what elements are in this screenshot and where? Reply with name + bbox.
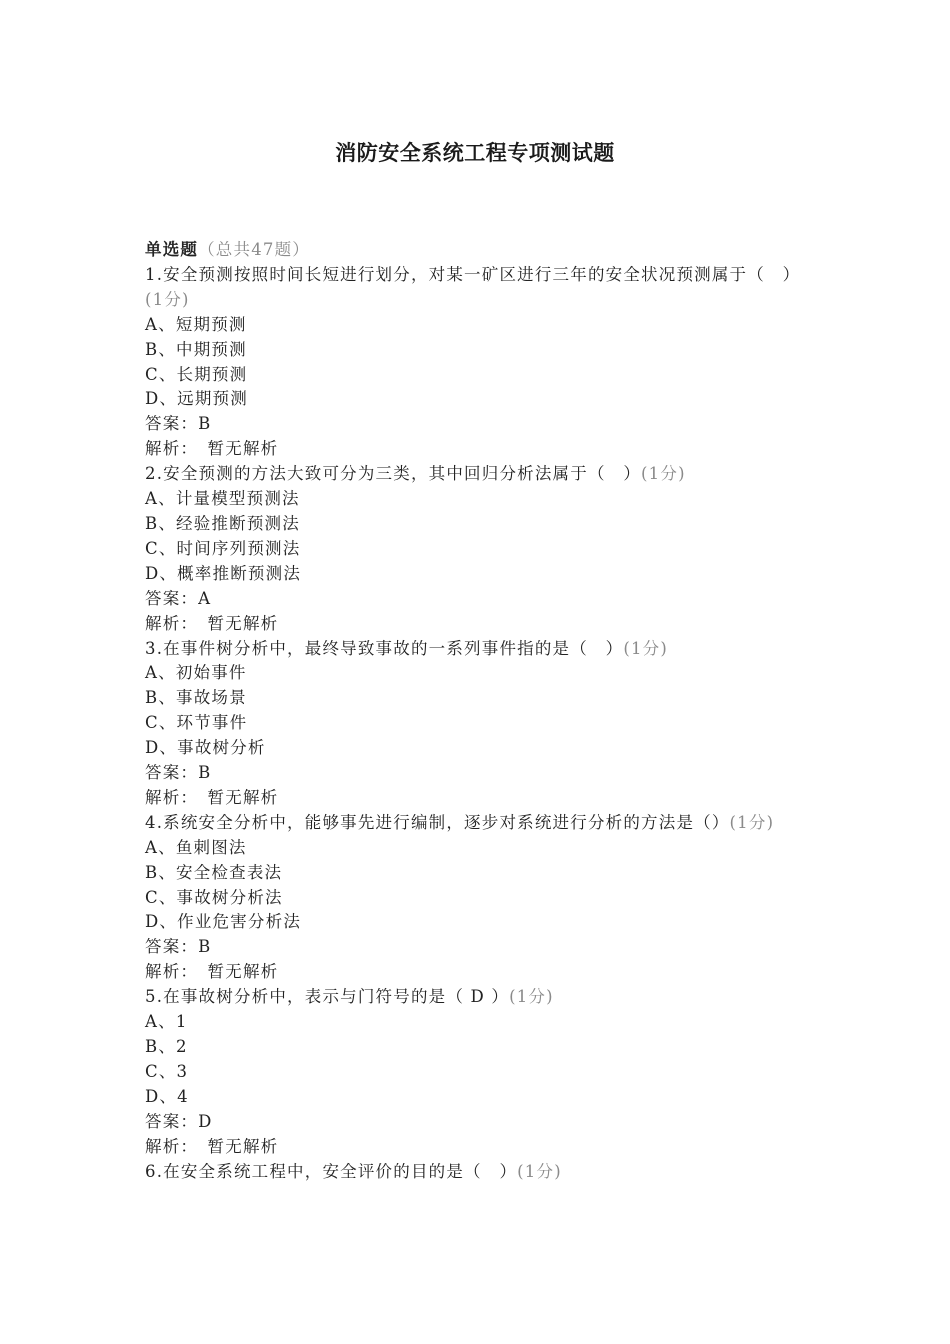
option-item: D、4 — [145, 1086, 189, 1106]
answer-line: 答案：B — [145, 937, 212, 957]
question-stem — [145, 637, 800, 662]
option-item: A、初始事件 — [145, 663, 247, 683]
question-text: 2.安全预测的方法大致可分为三类，其中回归分析法属于（ ） — [145, 464, 642, 484]
option-item: C、3 — [145, 1061, 189, 1081]
option-item: D、作业危害分析法 — [145, 912, 302, 932]
analysis-line: 解析： 暂无解析 — [145, 613, 279, 633]
question-score: (1分) — [509, 987, 554, 1007]
option-item: C、时间序列预测法 — [145, 538, 301, 558]
question-score: (1分) — [517, 1161, 562, 1181]
option-item: C、长期预测 — [145, 364, 248, 384]
analysis-line: 解析： 暂无解析 — [145, 1136, 279, 1156]
section-heading — [145, 238, 805, 263]
answer-line: 答案：B — [145, 763, 212, 783]
question-stem — [145, 462, 800, 487]
question-stem — [145, 985, 800, 1010]
answer-line: 答案：A — [145, 588, 212, 608]
option-item: A、短期预测 — [145, 314, 247, 334]
option-item: B、2 — [145, 1037, 188, 1056]
question-score: (1分) — [729, 812, 775, 832]
option-item: B、安全检查表法 — [145, 862, 283, 882]
analysis-line: 解析： 暂无解析 — [145, 962, 279, 982]
question-text: 5.在事故树分析中，表示与门符号的是（ D ） — [145, 987, 510, 1007]
option-item: A、1 — [145, 1012, 188, 1032]
option-item: C、环节事件 — [145, 713, 248, 733]
answer-line: 答案：B — [145, 414, 212, 434]
option-item: C、事故树分析法 — [145, 887, 283, 907]
question-item — [145, 811, 805, 985]
option-item: B、经验推断预测法 — [145, 513, 300, 533]
question-list — [145, 238, 805, 1184]
section-count: （总共47题） — [198, 240, 311, 259]
option-item: D、概率推断预测法 — [145, 563, 302, 583]
question-stem — [145, 263, 800, 313]
option-item: B、中期预测 — [145, 339, 247, 359]
section-label: 单选题 — [145, 240, 199, 259]
analysis-line: 解析： 暂无解析 — [145, 787, 279, 807]
analysis-line: 解析： 暂无解析 — [145, 439, 279, 459]
question-item — [145, 263, 805, 462]
option-item: D、事故树分析 — [145, 738, 266, 758]
option-item: B、事故场景 — [145, 688, 247, 708]
question-score: (1分) — [145, 289, 190, 309]
page-title: 消防安全系统工程专项测试题 — [335, 140, 615, 165]
option-item: A、计量模型预测法 — [145, 489, 300, 509]
question-item — [145, 1160, 805, 1185]
question-score: (1分) — [641, 464, 686, 484]
question-text: 6.在安全系统工程中，安全评价的目的是（ ） — [145, 1161, 518, 1181]
question-text: 4.系统安全分析中，能够事先进行编制，逐步对系统进行分析的方法是（） — [145, 812, 730, 832]
question-text: 1.安全预测按照时间长短进行划分，对某一矿区进行三年的安全状况预测属于（ ） — [145, 264, 801, 284]
questions-container — [145, 263, 805, 1185]
question-stem — [145, 811, 800, 836]
option-item: D、远期预测 — [145, 389, 248, 409]
question-text: 3.在事件树分析中，最终导致事故的一系列事件指的是（ ） — [145, 638, 624, 658]
answer-line: 答案：D — [145, 1111, 213, 1131]
question-item — [145, 637, 805, 811]
question-stem — [145, 1160, 800, 1185]
question-item — [145, 985, 805, 1159]
question-score: (1分) — [623, 638, 669, 658]
question-item — [145, 462, 805, 636]
option-item: A、鱼刺图法 — [145, 837, 247, 857]
